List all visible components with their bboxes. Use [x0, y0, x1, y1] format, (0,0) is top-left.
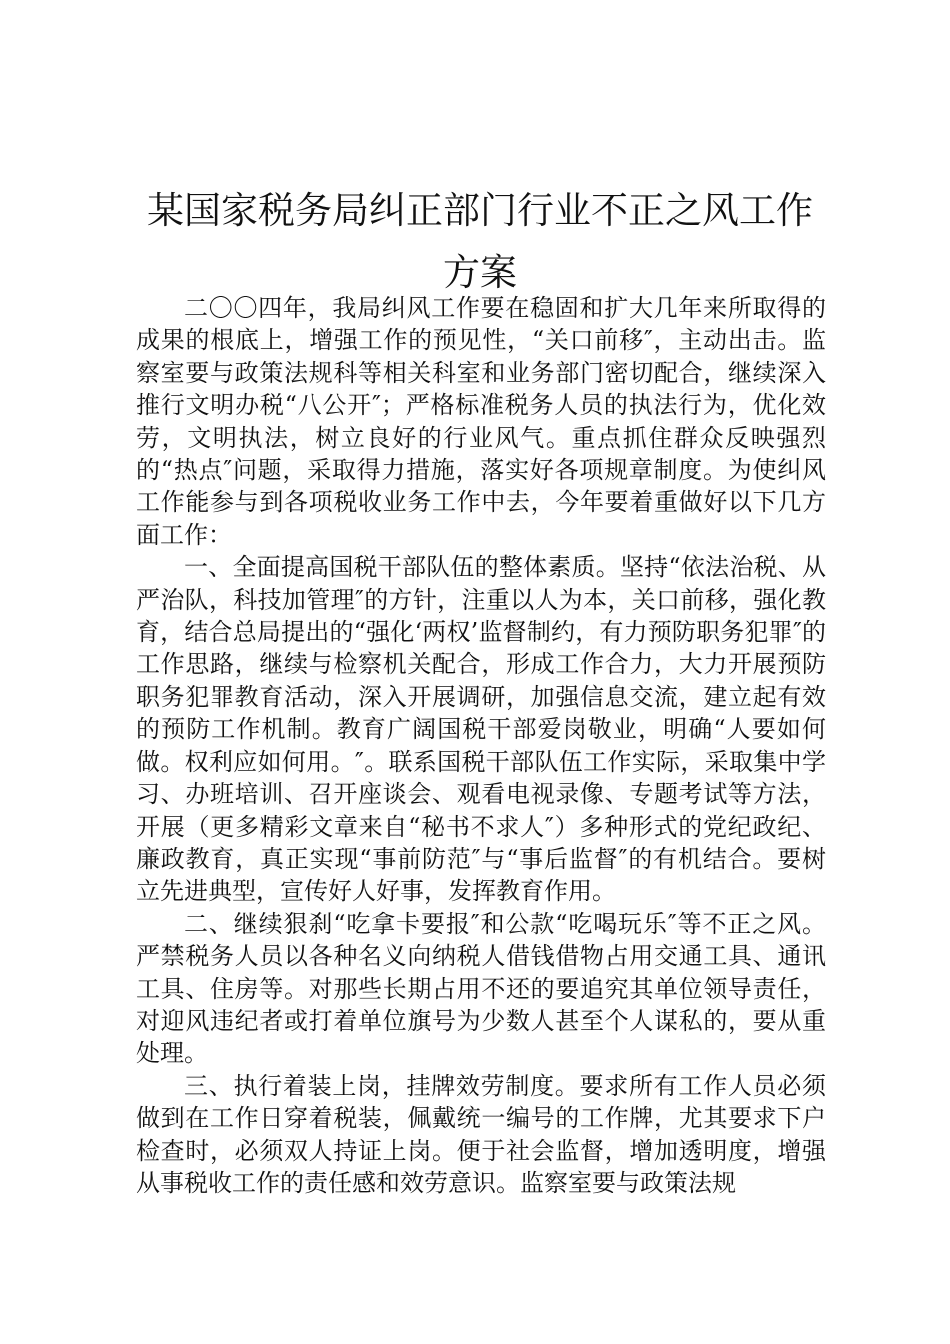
document-title: 某国家税务局纠正部门行业不正之风工作方案 [147, 189, 813, 294]
document-body [136, 292, 826, 1199]
paragraph-section-3: 三、执行着装上岗，挂牌效劳制度。要求所有工作人员必须做到在工作日穿着税装，佩戴统一编号的工作牌，尤其要求下户检查时，必须双人持证上岗。便于社会监督，增加透明度，增强从事税收工作的责任感和效劳意识。监察室要与政策法规 [136, 1071, 826, 1197]
paragraph-section-1: 一、全面提高国税干部队伍的整体素质。坚持“依法治税、从严治队，科技加管理″的方针，注重以人为本，关口前移，强化教育，结合总局提出的“强化‘两权’监督制约，有力预防职务犯罪″的工作思路，继续与检察机关配合，形成工作合力，大力开展预防职务犯罪教育活动，深入开展调研，加强信息交流，建立起有效的预防工作机制。教育广阔国税干部爱岗敬业，明确“人要如何做。权利应如何用。″。联系国税干部队伍工作实际，采取集中学习、办班培训、召开座谈会、观看电视录像、专题考试等方法，开展（更多精彩文章来自“秘书不求人″）多种形式的党纪政纪、廉政教育，真正实现“事前防范″与“事后监督″的有机结合。要树立先进典型，宣传好人好事，发挥教育作用。 [136, 553, 826, 906]
paragraph-section-2: 二、继续狠刹“吃拿卡要报″和公款“吃喝玩乐″等不正之风。严禁税务人员以各种名义向纳税人借钱借物占用交通工具、通讯工具、住房等。对那些长期占用不还的要追究其单位领导责任，对迎风违纪者或打着单位旗号为少数人甚至个人谋私的，要从重处理。 [136, 909, 826, 1068]
paragraph-intro: 二〇〇四年，我局纠风工作要在稳固和扩大几年来所取得的成果的根底上，增强工作的预见性，“关口前移″，主动出击。监察室要与政策法规科等相关科室和业务部门密切配合，继续深入推行文明办税“八公开″；严格标准税务人员的执法行为，优化效劳，文明执法，树立良好的行业风气。重点抓住群众反映强烈的“热点″问题，采取得力措施，落实好各项规章制度。为使纠风工作能参与到各项税收业务工作中去，今年要着重做好以下几方面工作： [136, 294, 826, 549]
